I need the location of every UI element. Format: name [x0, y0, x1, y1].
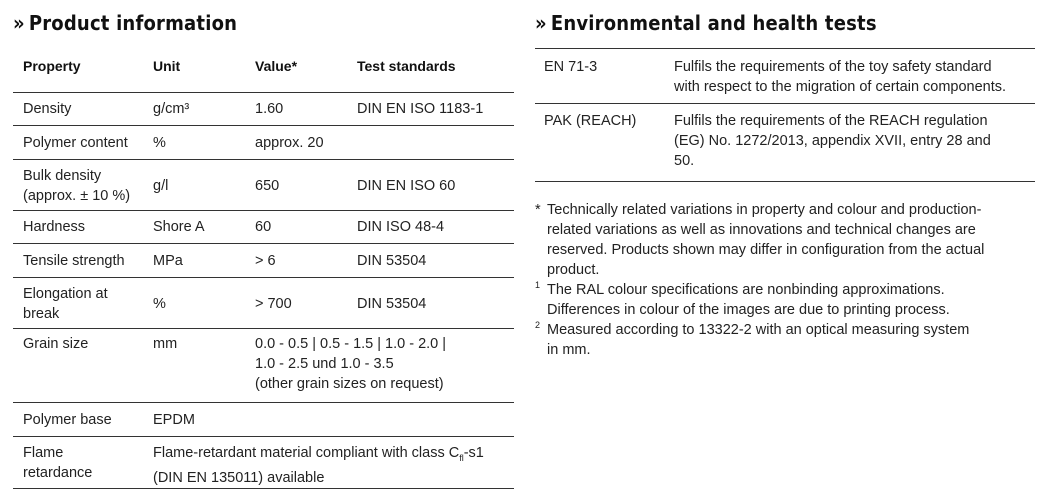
- footnotes: [535, 200, 1015, 360]
- table-row: EN 71-3 Fulfils the requirements of the toy safety standard with respect to the migration of certain components.: [535, 49, 1035, 104]
- header-test-standards: Test standards: [357, 48, 514, 93]
- table-row: Density g/cm³ 1.60 DIN EN ISO 1183-1: [13, 93, 514, 126]
- footnote-marker: 1: [535, 280, 541, 290]
- table-row: Grain size mm 0.0 - 0.5 | 0.5 - 1.5 | 1.0 - 2.0 | 1.0 - 2.5 und 1.0 - 3.5 (other grain sizes on request): [13, 329, 514, 403]
- table-header-row: [13, 48, 514, 93]
- table-row: Flame retardance Flame-retardant material compliant with class $C_{fl}-s1$ (DIN EN 135011) available: [13, 437, 514, 489]
- table-row: Bulk density (approx. ± 10 %) g/l 650 DIN EN ISO 60: [13, 160, 514, 211]
- product-table: [13, 48, 514, 489]
- table-row: Elongation at break % > 700 DIN 53504: [13, 278, 514, 329]
- table-row: Polymer base EPDM: [13, 403, 514, 437]
- environmental-tests-title: » Environmental and health tests: [535, 11, 877, 35]
- environmental-tests-table: [535, 48, 1035, 182]
- table-row: PAK (REACH) Fulfils the requirements of the REACH regulation (EG) No. 1272/2013, appendix XVII, entry 28 and 50.: [535, 104, 1035, 182]
- header-unit: Unit: [153, 48, 255, 93]
- footnote: 1 The RAL colour specifications are nonbinding approximations. Differences in colour of the images are due to printing process.: [535, 280, 1015, 320]
- double-chevron-icon: »: [13, 11, 25, 35]
- footnote: 2 Measured according to 13322-2 with an optical measuring system in mm.: [535, 320, 1015, 360]
- table-row: Polymer content % approx. 20: [13, 126, 514, 160]
- product-information-title: » Product information: [13, 11, 238, 35]
- table-row: Tensile strength MPa > 6 DIN 53504: [13, 244, 514, 278]
- header-value: Value*: [255, 48, 357, 93]
- double-chevron-icon: »: [535, 11, 547, 35]
- footnote-marker: *: [535, 202, 541, 218]
- footnote-marker: 2: [535, 320, 541, 330]
- table-row: Hardness Shore A 60 DIN ISO 48-4: [13, 211, 514, 244]
- footnote: * Technically related variations in property and colour and production- related variations as well as innovations and technical changes are reserved. Products shown may differ in configuration from the actual product.: [535, 202, 985, 278]
- header-property: Property: [13, 48, 153, 93]
